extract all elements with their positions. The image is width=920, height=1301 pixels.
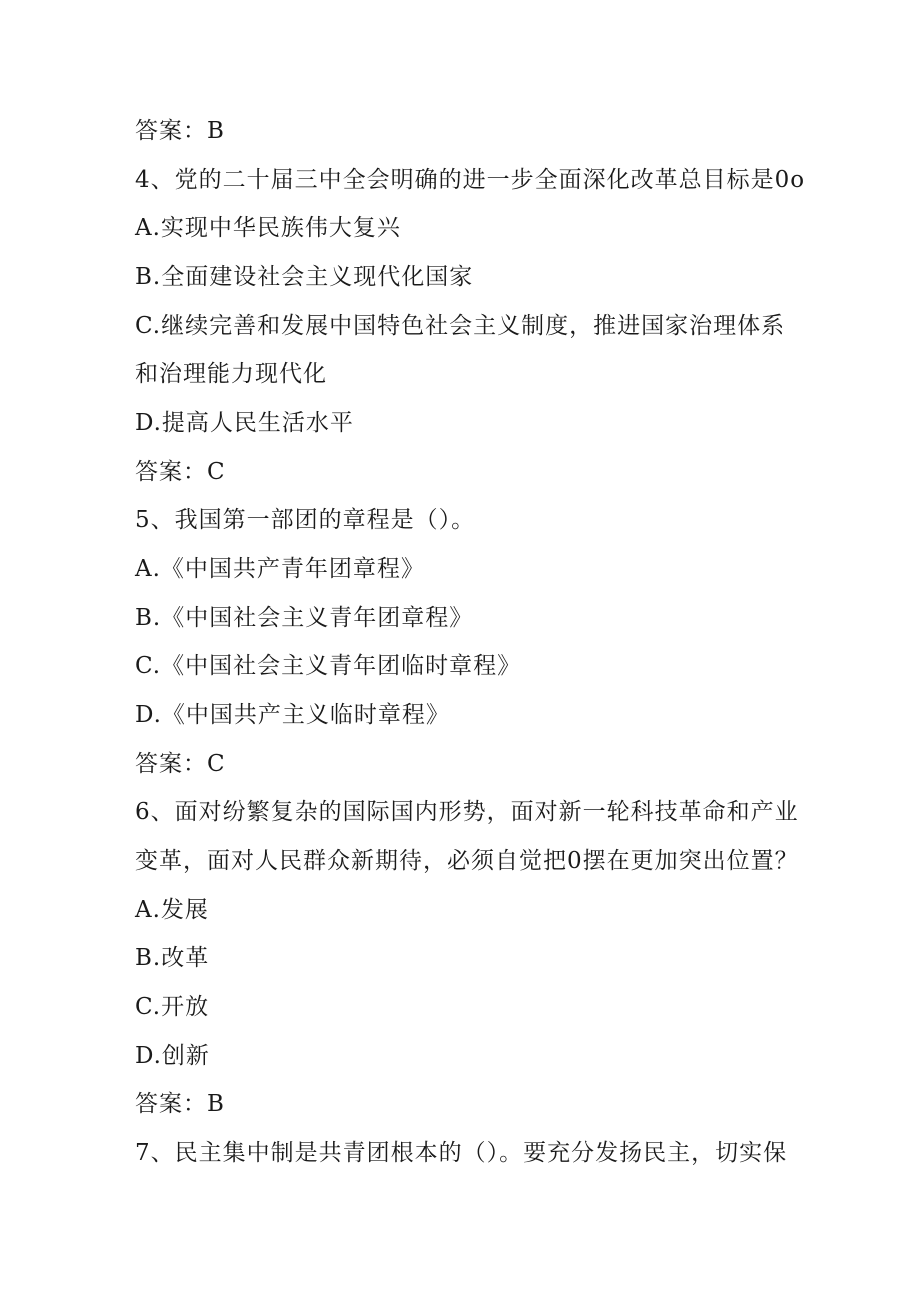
question-6-option-a: A.发展 <box>135 897 209 923</box>
question-5-text: 5、我国第一部团的章程是（）。 <box>135 507 476 533</box>
question-4-text: 4、党的二十届三中全会明确的进一步全面深化改革总目标是0o <box>135 167 806 193</box>
question-7-text: 7、民主集中制是共青团根本的（）。要充分发扬民主，切实保 <box>135 1140 788 1166</box>
answer-line: 答案：C <box>135 751 226 777</box>
question-5-option-a: A.《中国共产青年团章程》 <box>135 556 425 582</box>
question-6-option-b: B.改革 <box>135 945 210 971</box>
question-6-option-c: C.开放 <box>135 994 210 1020</box>
question-5-option-d: D.《中国共产主义临时章程》 <box>135 702 450 728</box>
question-4-option-c-continued: 和治理能力现代化 <box>135 361 327 387</box>
answer-line: 答案：C <box>135 459 226 485</box>
question-4-option-b: B.全面建设社会主义现代化国家 <box>135 264 474 290</box>
question-6-option-d: D.创新 <box>135 1043 210 1069</box>
question-6-text-continued: 变革，面对人民群众新期待，必须自觉把0摆在更加突出位置？ <box>135 848 799 874</box>
question-4-option-c: C.继续完善和发展中国特色社会主义制度，推进国家治理体系 <box>135 313 786 339</box>
answer-line: 答案：B <box>135 118 225 144</box>
answer-line: 答案：B <box>135 1091 225 1117</box>
question-5-option-c: C.《中国社会主义青年团临时章程》 <box>135 653 522 679</box>
question-5-option-b: B.《中国社会主义青年团章程》 <box>135 605 474 631</box>
question-4-option-d: D.提高人民生活水平 <box>135 410 354 436</box>
question-4-option-a: A.实现中华民族伟大复兴 <box>135 215 401 241</box>
question-6-text: 6、面对纷繁复杂的国际国内形势，面对新一轮科技革命和产业 <box>135 799 799 825</box>
